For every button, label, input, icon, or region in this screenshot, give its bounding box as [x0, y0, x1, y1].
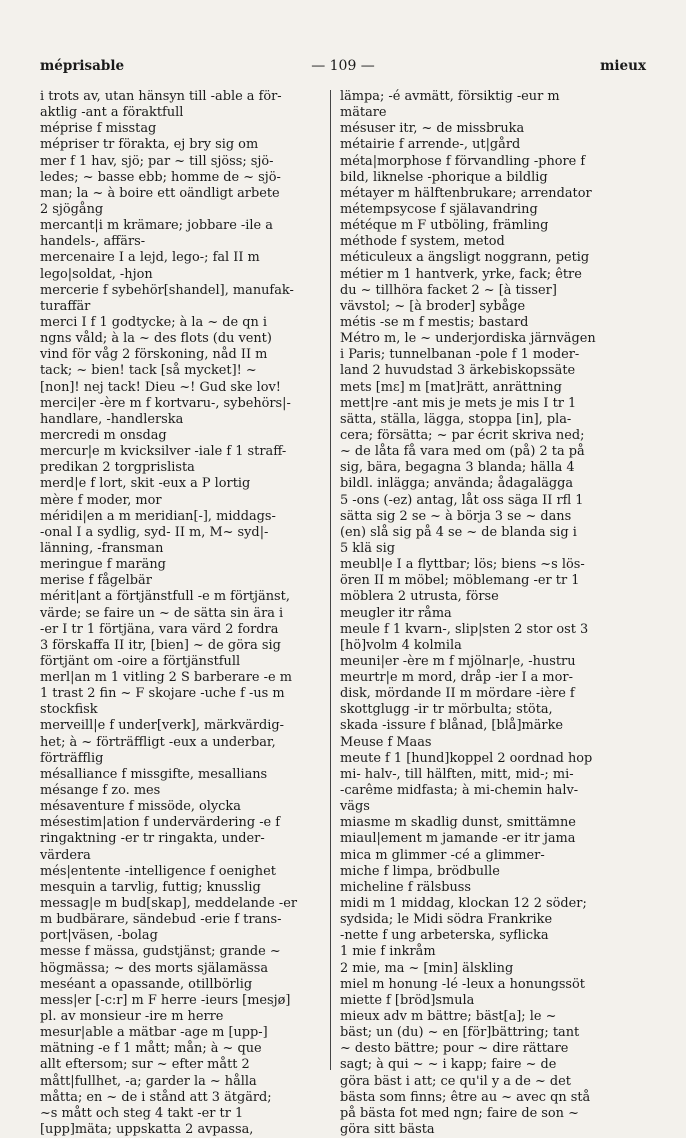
dictionary-line: meugler itr råma [340, 605, 452, 621]
dictionary-line: méthode f system, metod [340, 234, 505, 250]
dictionary-line: handlare, -handlerska [40, 411, 184, 427]
dictionary-line: i trots av, utan hänsyn till -able a för- [40, 89, 282, 104]
dictionary-line: [hö]volm 4 kolmila [340, 637, 462, 653]
dictionary-line: mieux adv m bättre; bäst[a]; le ~ [340, 1009, 557, 1025]
dictionary-line: ören II m möbel; möblemang -er tr 1 [340, 573, 580, 589]
dictionary-line: ~ de låta få vara med om (på) 2 ta på [340, 444, 585, 460]
dictionary-line: merci I f 1 godtycke; à la ~ de qn i [40, 314, 267, 330]
dictionary-line: meuni|er -ère m f mjölnar|e, -hustru [340, 653, 576, 669]
dictionary-line: miche f limpa, brödbulle [340, 863, 500, 879]
dictionary-line: merise f fågelbär [40, 573, 152, 589]
dictionary-line: méridi|en a m meridian[-], middags- [40, 508, 276, 524]
dictionary-line: Meuse f Maas [340, 734, 432, 750]
dictionary-line: mercur|e m kvicksilver -iale f 1 straff- [40, 444, 287, 460]
dictionary-line: cera; försätta; ~ par écrit skriva ned; [340, 427, 585, 443]
dictionary-line: [upp]mäta; uppskatta 2 avpassa, [40, 1122, 254, 1137]
dictionary-line: merveill|e f under[verk], märkvärdig- [40, 718, 285, 734]
dictionary-line: meringue f maräng [40, 557, 166, 573]
dictionary-line: ngns våld; à la ~ des flots (du vent) [40, 331, 272, 347]
dictionary-line: ~ desto bättre; pour ~ dire rättare [340, 1041, 569, 1057]
dictionary-line: meséant a opassande, otillbörlig [40, 976, 253, 992]
dictionary-line: méta|morphose f förvandling -phore f [340, 153, 586, 169]
dictionary-line: handels-, affärs- [40, 234, 146, 250]
dictionary-line: -nette f ung arbeterska, syflicka [340, 928, 549, 944]
dictionary-line: m budbärare, sändebud -erie f trans- [40, 912, 282, 928]
dictionary-line: mätare [340, 105, 387, 121]
dictionary-line: man; la ~ à boire ett oändligt arbete [40, 185, 280, 201]
dictionary-line: mätning -e f 1 mått; mån; à ~ que [40, 1041, 262, 1057]
dictionary-line: mépriser tr förakta, ej bry sig om [40, 137, 259, 153]
dictionary-line: meubl|e I a flyttbar; lös; biens ~s lös- [340, 557, 585, 573]
dictionary-line: skada -issure f blånad, [blå]märke [340, 718, 564, 734]
dictionary-line: mess|er [-c:r] m F herre -ieurs [mesjø] [40, 992, 291, 1008]
dictionary-line: het; à ~ förträffligt -eux a underbar, [40, 734, 276, 750]
dictionary-line: vägs [340, 799, 370, 815]
dictionary-line: micheline f rälsbuss [340, 879, 472, 895]
dictionary-line: du ~ tillhöra facket 2 ~ [à tisser] [340, 282, 557, 298]
dictionary-line: messe f mässa, gudstjänst; grande ~ [40, 944, 281, 960]
dictionary-line: sätta, ställa, lägga, stoppa [in], pla- [340, 411, 572, 427]
dictionary-line: messag|e m bud[skap], meddelande -er [40, 896, 298, 912]
dictionary-line: förtjänt om -oire a förtjänstfull [40, 653, 241, 669]
header-first-word: méprisable [40, 58, 125, 74]
dictionary-line: mésalliance f missgifte, mesallians [40, 766, 268, 782]
dictionary-line: (en) slå sig på 4 se ~ de blanda sig i [340, 524, 577, 540]
dictionary-line: mi- halv-, till hälften, mitt, mid-; mi- [340, 766, 574, 782]
dictionary-line: 2 mie, ma ~ [min] älskling [340, 960, 514, 976]
dictionary-line: meute f 1 [hund]koppel 2 oordnad hop [340, 750, 593, 766]
dictionary-line: mesur|able a mätbar -age m [upp-] [40, 1025, 268, 1041]
dictionary-line: meule f 1 kvarn-, slip|sten 2 stor ost 3 [340, 621, 589, 637]
dictionary-line: göra sitt bästa [340, 1122, 435, 1137]
dictionary-line: ringaktning -er tr ringakta, under- [40, 831, 265, 847]
dictionary-line: mésestim|ation f undervärdering -e f [40, 815, 281, 831]
dictionary-line: i Paris; tunnelbanan -pole f 1 moder- [340, 347, 580, 363]
dictionary-line: miette f [bröd]smula [340, 992, 475, 1008]
dictionary-line: Métro m, le ~ underjordiska järnvägen [340, 331, 596, 347]
dictionary-line: métier m 1 hantverk, yrke, fack; être [340, 266, 582, 282]
dictionary-line: måtta; en ~ de i stånd att 3 ätgärd; [40, 1089, 272, 1105]
dictionary-line: mésaventure f missöde, olycka [40, 799, 241, 815]
dictionary-line: [non]! nej tack! Dieu ~! Gud ske lov! [40, 379, 281, 395]
dictionary-line: méprise f misstag [40, 121, 157, 137]
dictionary-line: ~s mått och steg 4 takt -er tr 1 [40, 1105, 244, 1121]
dictionary-line: 5 -ons (-ez) antag, låt oss säga II rfl 1 [340, 492, 584, 508]
dictionary-line: bildl. inlägga; använda; ådagalägga [340, 476, 574, 492]
dictionary-line: merd|e f lort, skit -eux a P lortig [40, 476, 251, 492]
dictionary-line: miasme m skadlig dunst, smittämne [340, 815, 576, 831]
dictionary-line: més|entente -intelligence f oenighet [40, 863, 276, 879]
dictionary-line: 5 klä sig [340, 540, 396, 556]
dictionary-line: mésuser itr, ~ de missbruka [340, 121, 525, 137]
dictionary-line: port|väsen, -bolag [40, 928, 158, 944]
dictionary-line: mets [mɛ] m [mat]rätt, anrättning [340, 379, 562, 395]
dictionary-line: 1 trast 2 fin ~ F skojare -uche f -us m [40, 686, 285, 702]
dictionary-line: métairie f arrende-, ut|gård [340, 137, 521, 153]
dictionary-line: skottglugg -ir tr mörbulta; stöta, [340, 702, 553, 718]
dictionary-line: sagt; à qui ~ ~ i kapp; faire ~ de [340, 1057, 557, 1073]
dictionary-line: högmässa; ~ des morts själamässa [40, 960, 269, 976]
dictionary-line: -er I tr 1 förtjäna, vara värd 2 fordra [40, 621, 279, 637]
dictionary-line: 1 mie f inkråm [340, 944, 436, 960]
dictionary-line: mère f moder, mor [40, 492, 162, 508]
dictionary-line: värdera [40, 847, 91, 863]
right-column [340, 89, 646, 1138]
dictionary-line: vävstol; ~ [à broder] sybåge [340, 298, 526, 314]
dictionary-line: mica m glimmer -cé a glimmer- [340, 847, 545, 863]
dictionary-line: värde; se faire un ~ de sätta sin ära i [40, 605, 284, 621]
dictionary-line: mésange f zo. mes [40, 783, 161, 799]
dictionary-line: land 2 huvudstad 3 ärkebiskopssäte [340, 363, 576, 379]
dictionary-line: bästa som finns; être au ~ avec qn stå [340, 1089, 591, 1105]
dictionary-line: sydsida; le Midi södra Frankrike [340, 912, 553, 928]
dictionary-line: mett|re -ant mis je mets je mis I tr 1 [340, 395, 577, 411]
dictionary-line: mercant|i m krämare; jobbare -ile a [40, 218, 273, 234]
dictionary-line: vind för våg 2 förskoning, nåd II m [40, 347, 268, 363]
dictionary-line: 3 förskaffa II itr, [bien] ~ de göra sig [40, 637, 281, 653]
dictionary-line: göra bäst i att; ce qu'il y a de ~ det [340, 1073, 571, 1089]
dictionary-line: bild, liknelse -phorique a bildlig [340, 169, 548, 185]
dictionary-line: merci|er -ère m f kortvaru-, sybehörs|- [40, 395, 291, 411]
dictionary-line: ledes; ~ basse ebb; homme de ~ sjö- [40, 169, 281, 185]
dictionary-line: lämpa; -é avmätt, försiktig -eur m [340, 89, 560, 104]
dictionary-line: miaul|ement m jamande -er itr jama [340, 831, 576, 847]
dictionary-line: pl. av monsieur -ire m herre [40, 1009, 224, 1025]
dictionary-line: aktlig -ant a föraktfull [40, 105, 184, 121]
dictionary-line: förträfflig [40, 750, 104, 766]
dictionary-line: mercerie f sybehör[shandel], manufak- [40, 282, 294, 298]
dictionary-line: på bästa fot med ngn; faire de son ~ [340, 1105, 579, 1121]
left-column [40, 89, 320, 1138]
dictionary-line: allt eftersom; sur ~ efter mått 2 [40, 1057, 250, 1073]
dictionary-line: mercredi m onsdag [40, 427, 167, 443]
dictionary-line: länning, -fransman [40, 540, 164, 556]
dictionary-line: -onal I a sydlig, syd- II m, M~ syd|- [40, 524, 269, 540]
dictionary-line: lego|soldat, -hjon [40, 266, 153, 282]
dictionary-line: météque m F utböling, främling [340, 218, 549, 234]
dictionary-line: métayer m hälftenbrukare; arrendator [340, 185, 592, 201]
dictionary-line: turaffär [40, 298, 91, 314]
dictionary-line: méticuleux a ängsligt noggrann, petig [340, 250, 590, 266]
dictionary-line: tack; ~ bien! tack [så mycket]! ~ [40, 363, 257, 379]
dictionary-line: mercenaire I a lejd, lego-; fal II m [40, 250, 260, 266]
dictionary-line: bäst; un (du) ~ en [för]bättring; tant [340, 1025, 580, 1041]
dictionary-line: métis -se m f mestis; bastard [340, 314, 529, 330]
dictionary-line: sätta sig 2 se ~ à börja 3 se ~ dans [340, 508, 572, 524]
header-last-word: mieux [600, 58, 646, 74]
dictionary-line: mått|fullhet, -a; garder la ~ hålla [40, 1073, 257, 1089]
dictionary-line: -carême midfasta; à mi-chemin halv- [340, 783, 579, 799]
dictionary-line: midi m 1 middag, klockan 12 2 söder; [340, 896, 587, 912]
dictionary-line: 2 sjögång [40, 201, 104, 217]
dictionary-line: sig, bära, begagna 3 blanda; hälla 4 [340, 460, 575, 476]
dictionary-line: meurtr|e m mord, dråp -ier I a mor- [340, 670, 573, 686]
dictionary-line: predikan 2 torgprislista [40, 460, 195, 476]
page-number: — 109 — [311, 58, 375, 74]
dictionary-line: disk, mördande II m mördare -ière f [340, 686, 575, 702]
page-header [0, 56, 686, 76]
dictionary-line: mer f 1 hav, sjö; par ~ till sjöss; sjö- [40, 153, 274, 169]
dictionary-line: mérit|ant a förtjänstfull -e m förtjänst, [40, 589, 290, 605]
dictionary-line: stockfisk [40, 702, 98, 718]
column-divider [330, 90, 331, 1070]
dictionary-line: mesquin a tarvlig, futtig; knusslig [40, 879, 261, 895]
dictionary-line: möblera 2 utrusta, förse [340, 589, 499, 605]
dictionary-line: métempsycose f själavandring [340, 201, 538, 217]
dictionary-line: miel m honung -lé -leux a honungssöt [340, 976, 585, 992]
dictionary-line: merl|an m 1 vitling 2 S barberare -e m [40, 670, 292, 686]
